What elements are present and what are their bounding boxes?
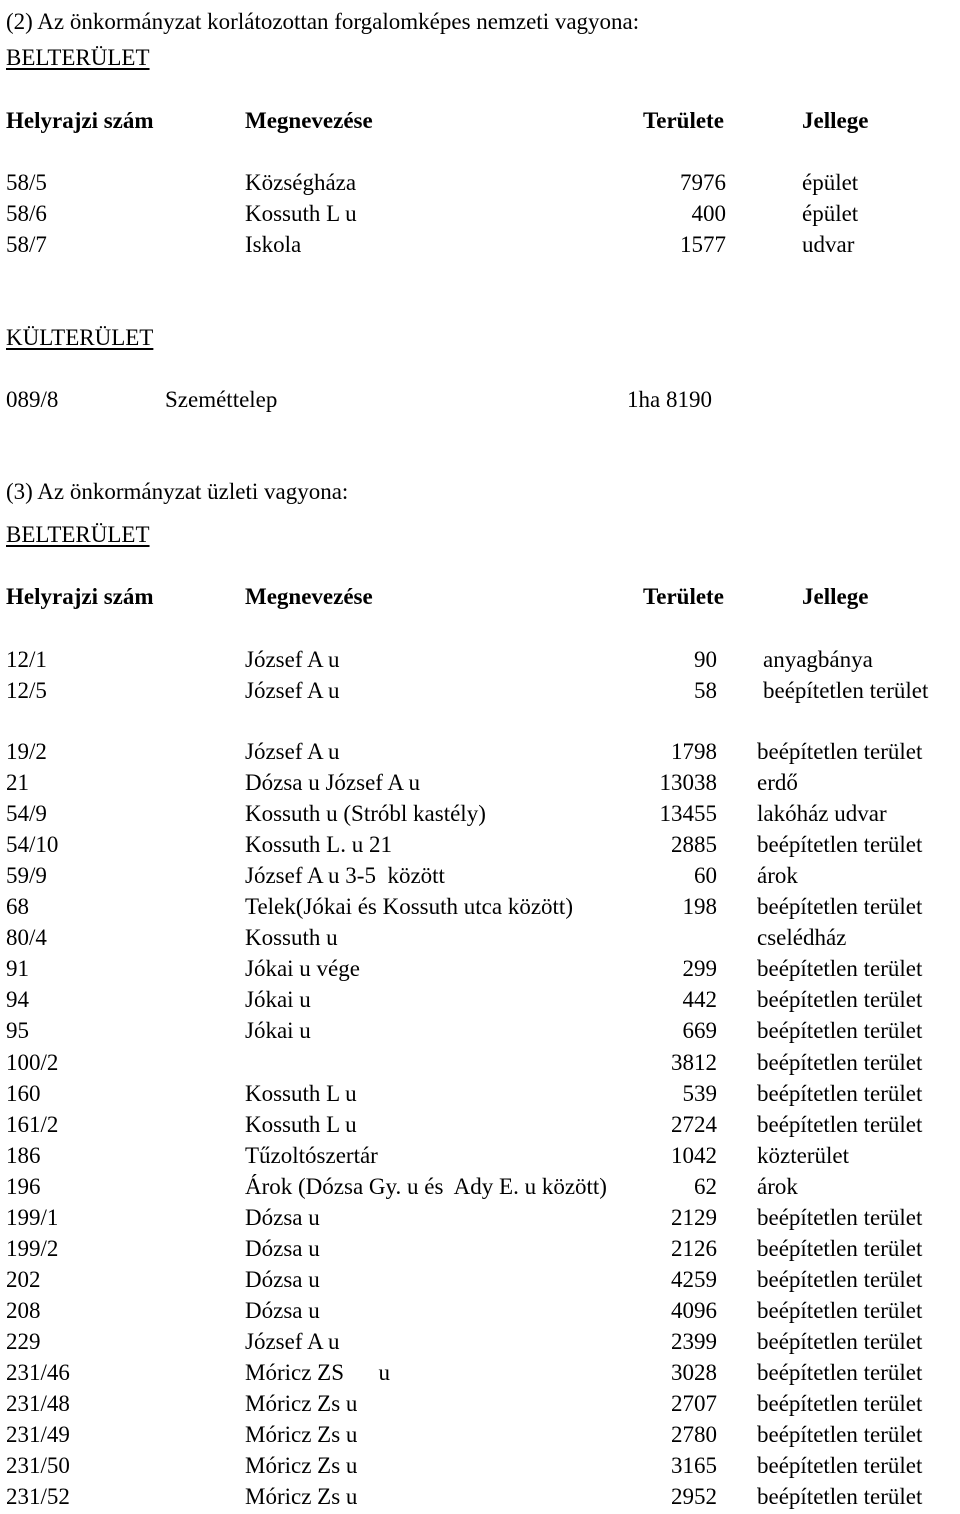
cell-terulete: 2780 <box>671 1422 717 1448</box>
cell-jellege: beépítetlen terület <box>763 678 929 703</box>
cell-jellege: beépítetlen terület <box>757 1360 923 1385</box>
header-hrsz: Helyrajzi szám <box>6 584 154 609</box>
cell-terulete: 1577 <box>680 232 726 257</box>
header-jellege: Jellege <box>802 108 869 133</box>
cell-jellege: udvar <box>802 232 855 257</box>
section2-belterulet-title: BELTERÜLET <box>6 45 150 70</box>
cell-hrsz: 91 <box>6 956 29 982</box>
cell-hrsz: 231/52 <box>6 1484 70 1510</box>
cell-megnevezes: Dózsa u József A u <box>245 770 421 796</box>
cell-hrsz: 54/9 <box>6 801 47 827</box>
cell-megnevezes: Móricz Zs u <box>245 1422 358 1448</box>
cell-hrsz: 12/5 <box>6 678 47 703</box>
cell-hrsz: 100/2 <box>6 1049 59 1075</box>
cell-jellege: beépítetlen terület <box>757 894 923 920</box>
cell-megnevezes: Dózsa u <box>245 1235 320 1261</box>
cell-megnevezes: Jókai u <box>245 987 311 1013</box>
section3-heading: (3) Az önkormányzat üzleti vagyona: <box>6 479 349 504</box>
cell-hrsz: 12/1 <box>6 647 47 672</box>
cell-hrsz: 58/7 <box>6 232 47 257</box>
cell-jellege: beépítetlen terület <box>757 1080 923 1106</box>
cell-hrsz: 199/2 <box>6 1235 59 1261</box>
section2-kulterulet-title: KÜLTERÜLET <box>6 325 154 350</box>
cell-terulete: 90 <box>694 647 717 672</box>
cell-megnevezes: Móricz ZS u <box>245 1360 391 1385</box>
cell-terulete: 539 <box>682 1080 717 1106</box>
cell-jellege: beépítetlen terület <box>757 1018 923 1044</box>
cell-megnevezes: József A u <box>245 1328 340 1354</box>
cell-jellege: anyagbánya <box>763 647 873 672</box>
cell-hrsz: 58/6 <box>6 201 47 226</box>
cell-terulete: 13455 <box>659 801 717 827</box>
cell-hrsz: 208 <box>6 1297 41 1323</box>
cell-jellege: lakóház udvar <box>757 801 887 827</box>
cell-hrsz: 161/2 <box>6 1111 59 1137</box>
cell-jellege: cselédház <box>757 925 847 951</box>
kulterulet-hrsz: 089/8 <box>6 387 59 412</box>
cell-jellege: beépítetlen terület <box>757 1453 923 1479</box>
header-terulete: Területe <box>643 108 724 133</box>
cell-jellege: beépítetlen terület <box>757 1422 923 1448</box>
header-megnevezes: Megnevezése <box>245 584 373 609</box>
cell-hrsz: 54/10 <box>6 832 59 858</box>
cell-terulete: 1042 <box>671 1142 717 1168</box>
cell-megnevezes: Jókai u <box>245 1018 311 1044</box>
cell-megnevezes: Telek(Jókai és Kossuth utca között) <box>245 894 573 920</box>
section2-heading: (2) Az önkormányzat korlátozottan forgalomképes nemzeti vagyona: <box>6 9 640 34</box>
cell-megnevezes: Kossuth L. u 21 <box>245 832 392 858</box>
cell-terulete: 3812 <box>671 1049 717 1075</box>
header-jellege: Jellege <box>802 584 869 609</box>
cell-megnevezes: Községháza <box>245 170 357 195</box>
header-megnevezes: Megnevezése <box>245 108 373 133</box>
cell-jellege: beépítetlen terület <box>757 1049 923 1075</box>
cell-terulete: 2126 <box>671 1235 717 1261</box>
cell-terulete: 3028 <box>671 1360 717 1385</box>
cell-megnevezes: Dózsa u <box>245 1266 320 1292</box>
cell-terulete: 4096 <box>671 1297 717 1323</box>
cell-jellege: beépítetlen terület <box>757 987 923 1013</box>
cell-hrsz: 21 <box>6 770 29 796</box>
cell-hrsz: 58/5 <box>6 170 47 195</box>
cell-jellege: beépítetlen terület <box>757 1484 923 1510</box>
cell-terulete: 7976 <box>680 170 726 195</box>
cell-hrsz: 94 <box>6 987 29 1013</box>
cell-megnevezes: Kossuth u <box>245 925 338 951</box>
header-terulete: Területe <box>643 584 724 609</box>
cell-hrsz: 80/4 <box>6 925 47 951</box>
cell-jellege: épület <box>802 201 859 226</box>
cell-megnevezes: Dózsa u <box>245 1204 320 1230</box>
cell-terulete: 400 <box>691 201 726 226</box>
cell-megnevezes: Árok (Dózsa Gy. u és Ady E. u között) <box>245 1173 607 1199</box>
cell-terulete: 2724 <box>671 1111 717 1137</box>
cell-terulete: 299 <box>682 956 717 982</box>
cell-hrsz: 59/9 <box>6 863 47 889</box>
cell-jellege: beépítetlen terület <box>757 1297 923 1323</box>
cell-hrsz: 160 <box>6 1080 41 1106</box>
cell-megnevezes: József A u <box>245 739 340 764</box>
cell-jellege: beépítetlen terület <box>757 956 923 982</box>
cell-terulete: 58 <box>694 678 717 703</box>
cell-jellege: beépítetlen terület <box>757 1235 923 1261</box>
cell-terulete: 3165 <box>671 1453 717 1479</box>
cell-terulete: 60 <box>694 863 717 889</box>
cell-megnevezes: Móricz Zs u <box>245 1391 358 1417</box>
cell-terulete: 2707 <box>671 1391 717 1417</box>
cell-jellege: beépítetlen terület <box>757 1266 923 1292</box>
cell-jellege: beépítetlen terület <box>757 1204 923 1230</box>
cell-megnevezes: Móricz Zs u <box>245 1484 358 1510</box>
cell-terulete: 2399 <box>671 1328 717 1354</box>
cell-hrsz: 196 <box>6 1173 41 1199</box>
cell-hrsz: 19/2 <box>6 739 47 764</box>
cell-terulete: 1798 <box>671 739 717 764</box>
cell-hrsz: 95 <box>6 1018 29 1044</box>
cell-terulete: 62 <box>694 1173 717 1199</box>
cell-terulete: 2952 <box>671 1484 717 1510</box>
cell-terulete: 4259 <box>671 1266 717 1292</box>
cell-hrsz: 68 <box>6 894 29 920</box>
cell-megnevezes: József A u <box>245 647 340 672</box>
cell-hrsz: 199/1 <box>6 1204 59 1230</box>
cell-jellege: beépítetlen terület <box>757 1328 923 1354</box>
cell-jellege: beépítetlen terület <box>757 1391 923 1417</box>
cell-hrsz: 186 <box>6 1142 41 1168</box>
section3-belterulet-title: BELTERÜLET <box>6 522 150 547</box>
cell-terulete: 2129 <box>671 1204 717 1230</box>
cell-megnevezes: Móricz Zs u <box>245 1453 358 1479</box>
cell-terulete: 442 <box>682 987 717 1013</box>
cell-hrsz: 231/48 <box>6 1391 70 1417</box>
cell-hrsz: 231/50 <box>6 1453 70 1479</box>
kulterulet-terulete: 1ha 8190 <box>627 387 712 412</box>
cell-jellege: beépítetlen terület <box>757 1111 923 1137</box>
cell-megnevezes: Kossuth u (Stróbl kastély) <box>245 801 486 827</box>
cell-hrsz: 229 <box>6 1328 41 1354</box>
cell-megnevezes: József A u 3-5 között <box>245 863 445 889</box>
cell-hrsz: 231/49 <box>6 1422 70 1448</box>
cell-jellege: épület <box>802 170 859 195</box>
kulterulet-megnevezes: Szeméttelep <box>165 387 278 412</box>
cell-jellege: erdő <box>757 770 798 796</box>
cell-megnevezes: Kossuth L u <box>245 201 357 226</box>
cell-terulete: 669 <box>682 1018 717 1044</box>
cell-jellege: beépítetlen terület <box>757 832 923 858</box>
cell-megnevezes: Dózsa u <box>245 1297 320 1323</box>
cell-terulete: 2885 <box>671 832 717 858</box>
cell-megnevezes: Kossuth L u <box>245 1111 357 1137</box>
header-hrsz: Helyrajzi szám <box>6 108 154 133</box>
cell-megnevezes: Kossuth L u <box>245 1080 357 1106</box>
cell-terulete: 198 <box>682 894 717 920</box>
cell-hrsz: 202 <box>6 1266 41 1292</box>
cell-jellege: árok <box>757 1173 798 1199</box>
cell-jellege: közterület <box>757 1142 849 1168</box>
cell-megnevezes: Jókai u vége <box>245 956 360 982</box>
cell-terulete: 13038 <box>659 770 717 796</box>
cell-megnevezes: József A u <box>245 678 340 703</box>
cell-hrsz: 231/46 <box>6 1360 70 1385</box>
cell-megnevezes: Tűzoltószertár <box>245 1142 378 1168</box>
cell-jellege: beépítetlen terület <box>757 739 923 764</box>
cell-jellege: árok <box>757 863 798 889</box>
cell-megnevezes: Iskola <box>245 232 302 257</box>
